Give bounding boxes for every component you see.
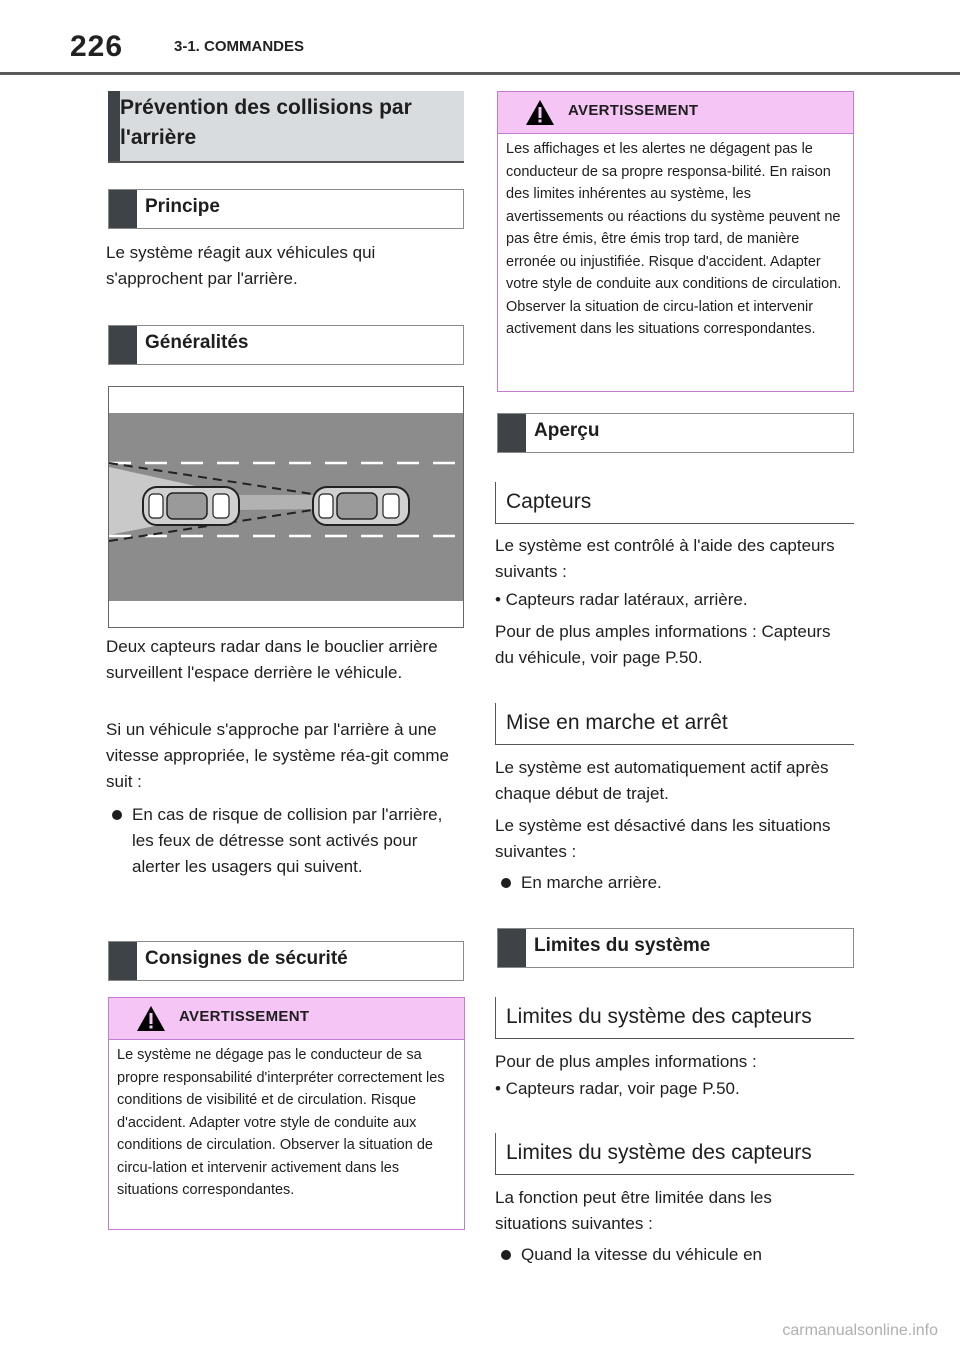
subheading-text: Capteurs — [506, 490, 592, 513]
list-item — [108, 802, 458, 880]
chapter-title: 3-1. COMMANDES — [174, 38, 305, 55]
warning-triangle-icon — [525, 99, 555, 126]
radar-diagram — [108, 386, 464, 628]
bullet-icon — [501, 1250, 511, 1260]
heading-bar — [109, 190, 137, 228]
title-accent-bar — [108, 91, 120, 161]
bullet-text: En marche arrière. — [521, 873, 662, 892]
limites-text-2: La fonction peut être limitée dans les situations suivantes : — [495, 1188, 772, 1233]
list-item — [497, 1242, 847, 1268]
subheading-capteurs — [495, 482, 854, 524]
heading-bar — [498, 929, 526, 967]
paragraph-sensors: Deux capteurs radar dans le bouclier arrière surveillent l'espace derrière le véhicule. — [106, 637, 438, 682]
heading-generalites — [108, 325, 464, 365]
subheading-mise-en-marche — [495, 703, 854, 745]
heading-bar — [109, 326, 137, 364]
capteurs-text: Le système est contrôlé à l'aide des capteurs suivants : — [495, 536, 835, 581]
front-car-icon — [313, 487, 409, 525]
limites-list-item: • Capteurs radar, voir page P.50. — [495, 1079, 740, 1098]
heading-consignes — [108, 941, 464, 981]
bullet-icon — [501, 878, 511, 888]
heading-text: Limites du système — [534, 935, 711, 956]
list-item — [497, 870, 847, 896]
warning-header — [498, 92, 853, 134]
heading-bar — [498, 414, 526, 452]
capteurs-more-info: Pour de plus amples informations : Capteurs du véhicule, voir page P.50. — [495, 622, 831, 667]
bullet-icon — [112, 810, 122, 820]
principe-text: Le système réagit aux véhicules qui s'approchent par l'arrière. — [106, 243, 376, 288]
section-title-box — [108, 91, 464, 163]
mise-text-2: Le système est désactivé dans les situations suivantes : — [495, 816, 831, 861]
heading-apercu — [497, 413, 854, 453]
subheading-limites-capteurs — [495, 997, 854, 1039]
limites-text-1: Pour de plus amples informations : — [495, 1052, 757, 1071]
section-title: Prévention des collisions par l'arrière — [120, 96, 412, 149]
warning-header — [109, 998, 464, 1040]
subheading-limites-capteurs-2 — [495, 1133, 854, 1175]
heading-text: Généralités — [145, 332, 249, 353]
rear-car-icon — [143, 487, 239, 525]
paragraph-approach: Si un véhicule s'approche par l'arrière à une vitesse appropriée, le système réa-git comme suit : — [106, 720, 449, 791]
heading-text: Consignes de sécurité — [145, 948, 348, 969]
warning-text: Les affichages et les alertes ne dégagent pas le conducteur de sa propre responsa-bilité. En raison des limites inhérentes au système, les avertissements ou réactions du système peuvent ne pas être émis, être émis trop tard, de manière erronée ou injustifiée. Risque d'accident. Adapter votre style de conduite aux conditions de circulation. Observer la situation de circu-lation et intervenir activement dans les situations correspondantes. — [506, 141, 842, 337]
header-divider — [0, 72, 960, 75]
bullet-text: Quand la vitesse du véhicule en — [521, 1245, 762, 1264]
bullet-text: En cas de risque de collision par l'arrière, les feux de détresse sont activés pour alerter les usagers qui suivent. — [132, 805, 443, 876]
mise-text-1: Le système est automatiquement actif après chaque début de trajet. — [495, 758, 829, 803]
subheading-text: Limites du système des capteurs — [506, 1005, 812, 1028]
page-number: 226 — [70, 30, 124, 63]
warning-box — [497, 91, 854, 392]
watermark: carmanualsonline.info — [782, 1322, 938, 1339]
heading-principe — [108, 189, 464, 229]
warning-text: Le système ne dégage pas le conducteur de sa propre responsabilité d'interpréter correctement les conditions de visibilité et de circulation. Risque d'accident. Adapter votre style de conduite aux conditions de circulation. Observer la situation de circu-lation et intervenir activement dans les situations correspondantes. — [117, 1047, 445, 1198]
heading-limites — [497, 928, 854, 968]
subheading-text: Limites du système des capteurs — [506, 1141, 812, 1164]
warning-box — [108, 997, 465, 1230]
warning-title: AVERTISSEMENT — [568, 102, 699, 119]
warning-triangle-icon — [136, 1005, 166, 1032]
heading-bar — [109, 942, 137, 980]
heading-text: Principe — [145, 196, 220, 217]
subheading-text: Mise en marche et arrêt — [506, 711, 728, 734]
warning-title: AVERTISSEMENT — [179, 1008, 310, 1025]
road-illustration — [109, 387, 463, 627]
heading-text: Aperçu — [534, 420, 600, 441]
capteurs-list-item: • Capteurs radar latéraux, arrière. — [495, 590, 748, 609]
